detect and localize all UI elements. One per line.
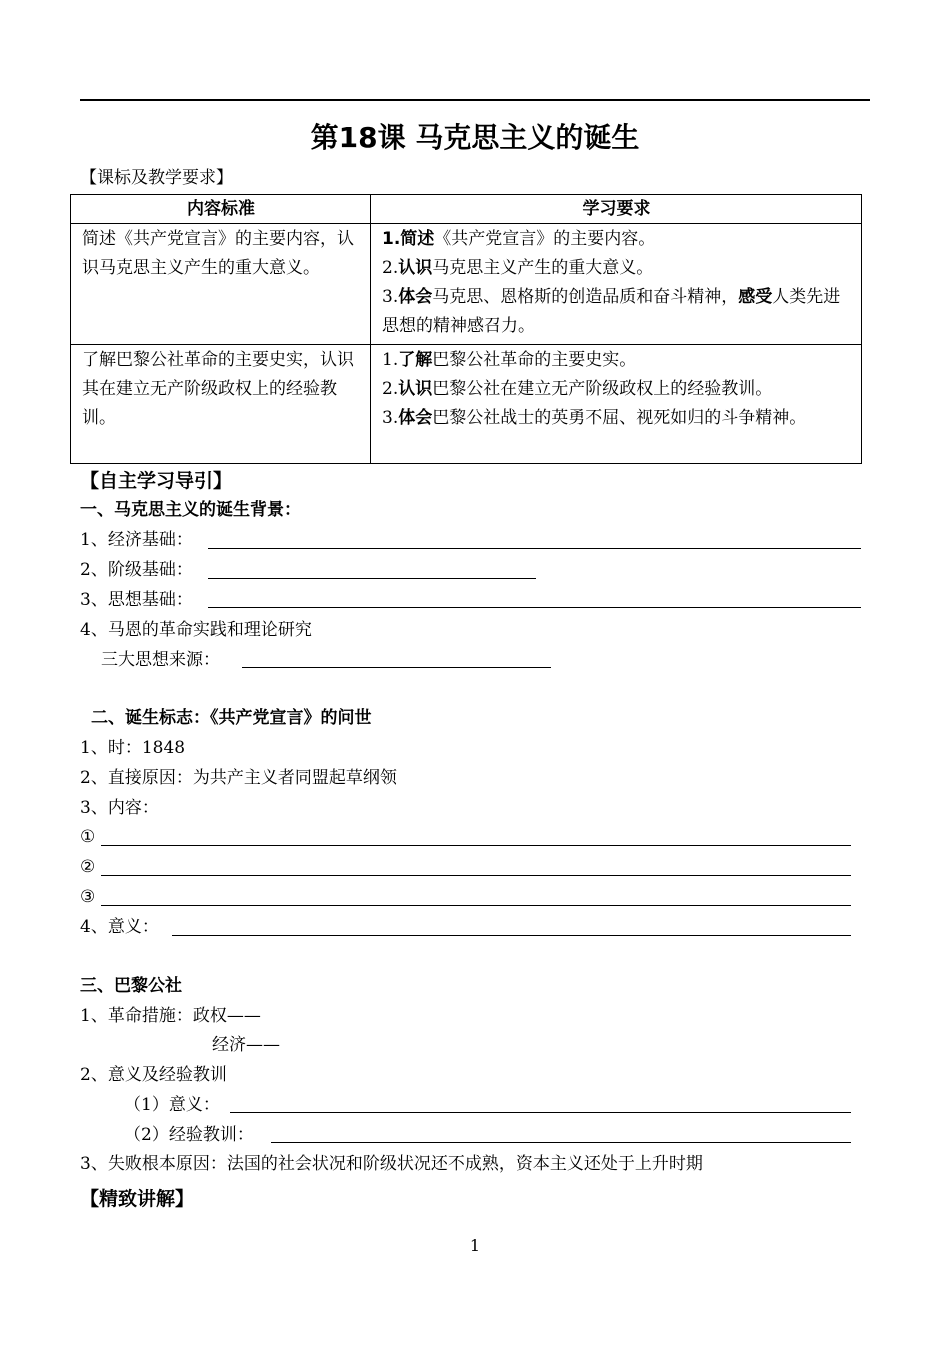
standard-cell: 了解巴黎公社革命的主要史实，认识其在建立无产阶级政权上的经验教训。 (71, 345, 371, 464)
requirements-table (70, 194, 862, 464)
content-blank-3[interactable] (101, 905, 851, 906)
direct-cause-item: 2、直接原因：为共产主义者同盟起草纲领 (80, 768, 397, 788)
three-sources-label: 三大思想来源： (101, 650, 220, 670)
significance-label: 4、意义： (80, 917, 159, 937)
table-row (71, 345, 862, 464)
economic-measures-label: 经济—— (212, 1035, 280, 1055)
class-basis-blank[interactable] (208, 578, 536, 579)
time-item: 1、时：1848 (80, 738, 186, 758)
requirement-item: 3.体会巴黎公社战士的英勇不屈、视死如归的斗争精神。 (382, 408, 807, 428)
table-row (71, 224, 862, 345)
standard-cell: 简述《共产党宣言》的主要内容，认识马克思主义产生的重大意义。 (71, 224, 371, 345)
significance-lessons-label: 2、意义及经验教训 (80, 1065, 227, 1085)
requirement-item: 2.认识巴黎公社在建立无产阶级政权上的经验教训。 (382, 379, 773, 399)
practice-research-label: 4、马恩的革命实践和理论研究 (80, 620, 312, 640)
commune-significance-blank[interactable] (230, 1112, 851, 1113)
table-header-row (71, 195, 862, 224)
significance-blank[interactable] (172, 935, 851, 936)
ideological-basis-label: 3、思想基础： (80, 590, 193, 610)
economic-basis-blank[interactable] (208, 548, 861, 549)
content-mark-3: ③ (80, 887, 96, 907)
failure-cause-item: 3、失败根本原因：法国的社会状况和阶级状况还不成熟，资本主义还处于上升时期 (80, 1154, 703, 1174)
class-basis-label: 2、阶级基础： (80, 560, 193, 580)
requirement-item: 1.了解巴黎公社革命的主要史实。 (382, 350, 637, 370)
ideological-basis-blank[interactable] (208, 607, 861, 608)
requirement-item: 3.体会马克思、恩格斯的创造品质和奋斗精神，感受人类先进思想的精神感召力。 (382, 287, 841, 336)
requirements-heading: 【课标及教学要求】 (80, 168, 233, 188)
lesson-title: 第18课 马克思主义的诞生 (310, 121, 640, 154)
economic-basis-label: 1、经济基础： (80, 530, 193, 550)
three-sources-blank[interactable] (242, 667, 551, 668)
content-blank-2[interactable] (101, 875, 851, 876)
content-label: 3、内容： (80, 798, 159, 818)
requirement-item: 2.认识马克思主义产生的重大意义。 (382, 258, 654, 278)
measures-label: 1、革命措施：政权—— (80, 1006, 261, 1026)
requirement-item: 1.简述《共产党宣言》的主要内容。 (382, 229, 656, 249)
header-content-standard: 内容标准 (71, 195, 371, 224)
header-learning-requirements: 学习要求 (371, 195, 862, 224)
content-blank-1[interactable] (101, 845, 851, 846)
content-mark-2: ② (80, 857, 96, 877)
commune-significance-label: （1）意义： (124, 1095, 220, 1115)
section3-heading: 三、巴黎公社 (80, 976, 182, 996)
lessons-label: （2）经验教训： (124, 1125, 254, 1145)
lessons-blank[interactable] (271, 1142, 851, 1143)
section2-heading: 二、诞生标志：《共产党宣言》的问世 (91, 708, 372, 728)
content-mark-1: ① (80, 827, 96, 847)
header-rule (80, 99, 870, 101)
guide-heading: 【自主学习导引】 (80, 470, 233, 492)
requirements-cell (371, 224, 862, 345)
section1-heading: 一、马克思主义的诞生背景： (80, 500, 301, 520)
page-number: 1 (469, 1236, 481, 1255)
requirements-cell (371, 345, 862, 464)
explain-heading: 【精致讲解】 (80, 1188, 195, 1210)
